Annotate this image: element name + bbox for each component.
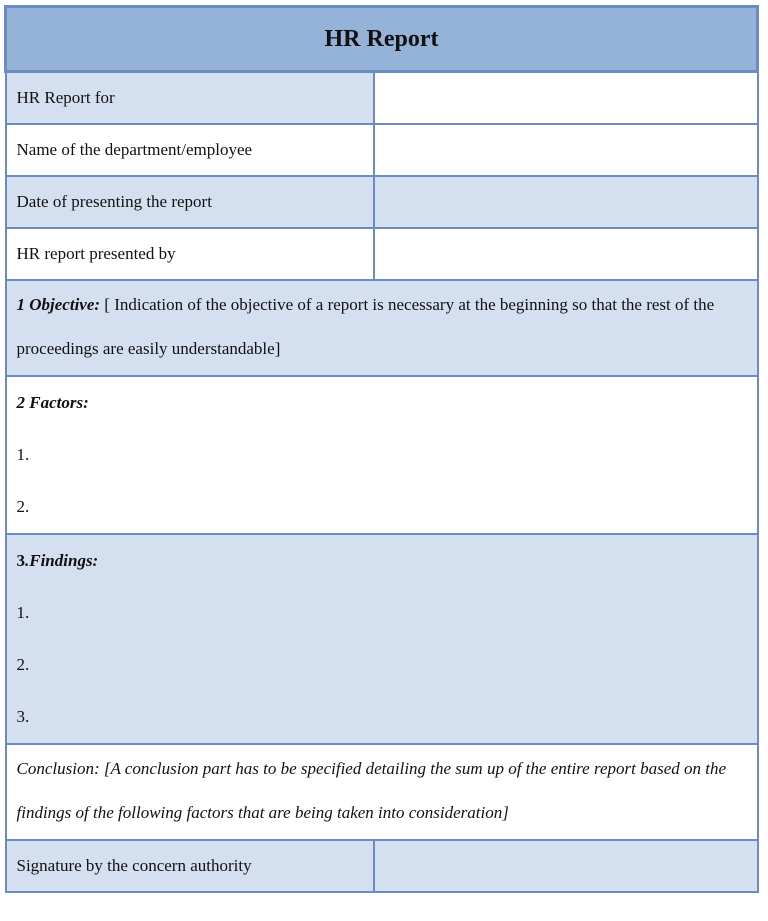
- field-value-report-for[interactable]: [374, 72, 758, 124]
- field-label-department: Name of the department/employee: [6, 124, 374, 176]
- objective-row: [6, 280, 758, 376]
- field-label-report-for: HR Report for: [6, 72, 374, 124]
- factors-section: [6, 376, 758, 534]
- report-title: HR Report: [6, 7, 758, 72]
- field-value-date[interactable]: [374, 176, 758, 228]
- findings-item-3[interactable]: 3.: [16, 706, 30, 726]
- factors-item-1[interactable]: 1.: [16, 444, 30, 464]
- field-row-department: [6, 124, 758, 176]
- findings-item-2[interactable]: 2.: [16, 654, 30, 674]
- objective-heading: 1 Objective:: [16, 294, 101, 314]
- findings-number: 3: [16, 550, 25, 570]
- field-value-department[interactable]: [374, 124, 758, 176]
- field-row-report-for: [6, 72, 758, 124]
- factors-row: [6, 376, 758, 534]
- findings-row: [6, 534, 758, 744]
- report-table: [4, 5, 759, 893]
- factors-item-2[interactable]: 2.: [16, 496, 30, 516]
- findings-heading: .Findings:: [25, 550, 99, 570]
- field-row-date: [6, 176, 758, 228]
- field-row-presented-by: [6, 228, 758, 280]
- hr-report-form: [4, 5, 759, 893]
- conclusion-row: [6, 744, 758, 840]
- factors-heading: 2 Factors:: [16, 392, 89, 412]
- signature-row: [6, 840, 758, 892]
- field-label-date: Date of presenting the report: [6, 176, 374, 228]
- signature-value[interactable]: [374, 840, 758, 892]
- field-value-presented-by[interactable]: [374, 228, 758, 280]
- objective-section: [6, 280, 758, 376]
- field-label-presented-by: HR report presented by: [6, 228, 374, 280]
- findings-section: [6, 534, 758, 744]
- findings-heading-line: [17, 535, 747, 587]
- conclusion-section: Conclusion: [A conclusion part has to be specified detailing the sum up of the entire report based on the findings of the following factors that are being taken into consideration]: [6, 744, 758, 840]
- objective-text: [ Indication of the objective of a report is necessary at the beginning so that the rest of the proceedings are easily understandable]: [16, 294, 715, 358]
- signature-label: Signature by the concern authority: [6, 840, 374, 892]
- findings-item-1[interactable]: 1.: [16, 602, 30, 622]
